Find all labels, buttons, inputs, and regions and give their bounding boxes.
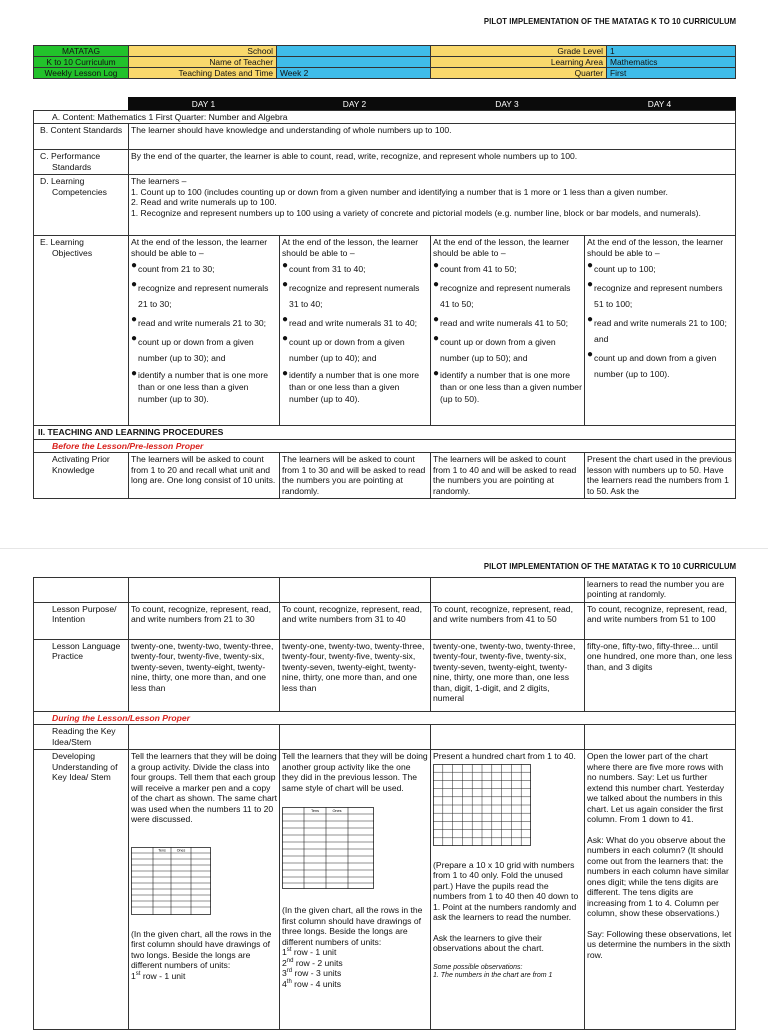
objective-item xyxy=(587,280,733,312)
competencies-label: D. Learning Competencies xyxy=(34,175,129,236)
objectives-intro: At the end of the lesson, the learner should be able to – xyxy=(131,237,268,258)
bullet-icon: ● xyxy=(433,260,440,272)
continued-day-2 xyxy=(280,578,431,603)
objective-item xyxy=(282,280,428,312)
continued-day-1 xyxy=(129,578,280,603)
row-number: 1 xyxy=(282,947,287,958)
purpose-day-2: To count, recognize, represent, read, and write numbers from 31 to 40 xyxy=(280,603,431,640)
lesson-table-page-1 xyxy=(33,110,736,499)
page-header: PILOT IMPLEMENTATION OF THE MATATAG K TO 10 CURRICULUM xyxy=(483,561,736,571)
bullet-icon: ● xyxy=(587,260,594,272)
content-standards-label: B. Content Standards xyxy=(34,124,129,150)
objective-text: recognize and represent numerals 31 to 40; xyxy=(289,283,420,310)
continued-label xyxy=(34,578,129,603)
competencies-text xyxy=(129,175,736,236)
objective-item xyxy=(587,315,733,347)
bullet-icon: ● xyxy=(131,314,138,326)
objective-item xyxy=(433,261,582,277)
teacher-label: Name of Teacher xyxy=(129,57,277,68)
grade-label: Grade Level xyxy=(431,46,607,57)
objective-text: count up to 100; xyxy=(594,264,656,275)
tens-ones-chart-day-2-graphic xyxy=(282,807,374,889)
day-4-paragraph-3: Say: Following these observations, let us determine the numbers in the sixth row. xyxy=(587,928,732,960)
bullet-icon: ● xyxy=(433,279,440,291)
objective-text: recognize and represent numbers 51 to 100; xyxy=(594,283,723,310)
row-text: row - 2 units xyxy=(293,957,343,968)
section-ii-heading: II. TEACHING AND LEARNING PROCEDURES xyxy=(34,426,736,439)
day-2-header: DAY 2 xyxy=(279,98,430,111)
row-suffix: st xyxy=(286,947,292,954)
continued-day-4: learners to read the number you are pointing at randomly. xyxy=(585,578,736,603)
dates-value: Week 2 xyxy=(277,68,431,79)
key-idea-day-4 xyxy=(585,725,736,750)
prior-knowledge-label: Activating Prior Knowledge xyxy=(34,453,129,499)
day-2-instructions: Tell the learners that they will be doing another group activity like the one they did in the previous lesson. The same style of chart will be used. xyxy=(282,751,428,793)
objective-text: identify a number that is one more than or one less than a given number (up to 30). xyxy=(138,370,268,405)
prior-day-1: The learners will be asked to count from 1 to 20 and recall what unit and long are. One long consist of 10 units. xyxy=(129,453,280,499)
objective-item xyxy=(282,315,428,331)
purpose-day-4: To count, recognize, represent, read, and write numbers from 51 to 100 xyxy=(585,603,736,640)
prior-day-2: The learners will be asked to count from 1 to 30 and will be asked to read the numbers you are pointing at randomly. xyxy=(280,453,431,499)
day-2-row-3 xyxy=(282,968,428,978)
prior-day-3: The learners will be asked to count from 1 to 40 and will be asked to read the numbers you are pointing at randomly. xyxy=(431,453,585,499)
row-suffix: st xyxy=(135,970,141,977)
competency-intro: The learners – xyxy=(131,176,187,187)
day-2-row-4 xyxy=(282,979,428,989)
performance-standards-text: By the end of the quarter, the learner is able to count, read, write, recognize, and represent whole numbers up to 100. xyxy=(129,150,736,175)
objective-item xyxy=(131,369,277,405)
day-3-instructions: Present a hundred chart from 1 to 40. xyxy=(433,751,576,762)
bullet-icon: ● xyxy=(131,368,138,380)
day-2-row-1 xyxy=(282,947,428,957)
day-4-header: DAY 4 xyxy=(584,98,735,111)
objective-text: read and write numerals 21 to 100; and xyxy=(594,318,727,345)
language-day-4: fifty-one, fifty-two, fifty-three... until one hundred, one more than, one less than, and 3 digits xyxy=(585,640,736,712)
ones-header: Ones xyxy=(176,848,186,853)
objective-text: recognize and represent numerals 41 to 50; xyxy=(440,283,571,310)
key-idea-day-3 xyxy=(431,725,585,750)
page-header: PILOT IMPLEMENTATION OF THE MATATAG K TO 10 CURRICULUM xyxy=(483,16,736,26)
tens-ones-chart-day-1-graphic xyxy=(131,847,211,915)
developing-day-2 xyxy=(280,750,431,1030)
performance-standards-label: C. Performance Standards xyxy=(34,150,129,175)
day-3-observation-1: 1. The numbers in the chart are from 1 xyxy=(433,972,553,980)
tens-ones-chart-day-2 xyxy=(282,807,428,889)
language-day-1: twenty-one, twenty-two, twenty-three, twenty-four, twenty-five, twenty-six, twenty-seven, twenty-eight, twenty-nine, thirty, one more than, and one less than xyxy=(129,640,280,712)
during-lesson-heading: During the Lesson/Lesson Proper xyxy=(34,712,736,725)
objective-text: count from 21 to 30; xyxy=(138,264,215,275)
bullet-icon: ● xyxy=(131,260,138,272)
row-suffix: rd xyxy=(286,968,293,975)
day-2-chart-note: (In the given chart, all the rows in the first column should have drawings of three longs. Beside the longs are different numbers of units: xyxy=(282,905,423,947)
day-header-blank xyxy=(33,98,128,111)
tens-header: Tens xyxy=(158,848,166,853)
objective-text: count up or down from a given number (up to 30); and xyxy=(138,337,254,364)
bullet-icon: ● xyxy=(282,333,289,345)
school-value xyxy=(277,46,431,57)
day-1-header: DAY 1 xyxy=(128,98,279,111)
language-label: Lesson Language Practice xyxy=(34,640,129,712)
objective-item xyxy=(433,315,582,331)
quarter-value: First xyxy=(607,68,736,79)
objectives-day-3 xyxy=(431,236,585,426)
day-1-instructions: Tell the learners that they will be doing a group activity. Divide the class into four groups. Tell them that each group will receive a marker pen and a copy of the chart as shown. The same chart was used when the numbers 11 to 20 were discussed. xyxy=(131,751,278,825)
bullet-icon: ● xyxy=(282,260,289,272)
tens-ones-chart-day-1 xyxy=(131,847,277,915)
key-idea-day-2 xyxy=(280,725,431,750)
ones-header: Ones xyxy=(332,809,342,814)
brand-line-1: MATATAG xyxy=(34,46,129,57)
objective-item xyxy=(587,261,733,277)
objective-text: count up or down from a given number (up to 50); and xyxy=(440,337,556,364)
objective-item xyxy=(131,315,277,331)
bullet-icon: ● xyxy=(282,279,289,291)
key-idea-label: Reading the Key Idea/Stem xyxy=(34,725,129,750)
bullet-icon: ● xyxy=(282,314,289,326)
bullet-icon: ● xyxy=(131,279,138,291)
language-day-2: twenty-one, twenty-two, twenty-three, twenty-four, twenty-five, twenty-six, twenty-seven, twenty-eight, twenty-nine, thirty, one more than, and one less than xyxy=(280,640,431,712)
dates-label: Teaching Dates and Time xyxy=(129,68,277,79)
language-day-3: twenty-one, twenty-two, twenty-three, twenty-four, twenty-five, twenty-six, twenty-seven, twenty-eight, twenty-nine, thirty, one more than, one less than, digit, 1-digit, and 2 digits, numeral xyxy=(431,640,585,712)
objective-item xyxy=(433,334,582,366)
day-3-header: DAY 3 xyxy=(430,98,584,111)
row-number: 2 xyxy=(282,957,287,968)
objective-item xyxy=(282,261,428,277)
key-idea-day-1 xyxy=(129,725,280,750)
row-suffix: th xyxy=(286,978,292,985)
objective-text: count up or down from a given number (up to 40); and xyxy=(289,337,405,364)
day-3-observations-heading: Some possible observations: xyxy=(433,963,523,971)
bullet-icon: ● xyxy=(587,349,594,361)
competency-3: 1. Recognize and represent numbers up to 100 using a variety of concrete and pictorial models (e.g. number line, block or bar models, and numerals). xyxy=(131,207,701,218)
objective-text: identify a number that is one more than or one less than a given number (up to 50). xyxy=(440,370,582,405)
objectives-intro: At the end of the lesson, the learner should be able to – xyxy=(587,237,724,258)
day-1-chart-note: (In the given chart, all the rows in the first column should have drawings of two longs. Beside the longs are different numbers of units: xyxy=(131,928,272,971)
objective-item xyxy=(433,369,582,405)
objective-text: identify a number that is one more than or one less than a given number (up to 40). xyxy=(289,370,419,405)
school-label: School xyxy=(129,46,277,57)
teacher-value xyxy=(277,57,431,68)
page-2 xyxy=(0,548,768,1024)
competency-1: 1. Count up to 100 (includes counting up or down from a given number and identifying a number that is 1 more or 1 less than a given number. xyxy=(131,186,668,197)
day-4-paragraph-2: Ask: What do you observe about the numbers in each column? (It should come out from the learners that: the numbers in each column have similar ones digit; while the tens digits are different. The tens digits are increasing from 1 to 4. Column per column, show these observations.) xyxy=(587,834,729,919)
developing-label: Developing Understanding of Key Idea/ Stem xyxy=(34,750,129,1030)
info-table xyxy=(33,45,736,79)
objective-text: recognize and represent numerals 21 to 30; xyxy=(138,283,269,310)
area-value: Mathematics xyxy=(607,57,736,68)
content-row: A. Content: Mathematics 1 First Quarter: Number and Algebra xyxy=(34,111,736,124)
grade-value: 1 xyxy=(607,46,736,57)
objective-item xyxy=(282,334,428,366)
lesson-table-page-2 xyxy=(33,577,736,1030)
objective-item xyxy=(131,334,277,366)
objectives-intro: At the end of the lesson, the learner should be able to – xyxy=(282,237,419,258)
objectives-day-2 xyxy=(280,236,431,426)
row-number: 4 xyxy=(282,978,287,989)
competency-2: 2. Read and write numerals up to 100. xyxy=(131,197,277,208)
objectives-day-4 xyxy=(585,236,736,426)
hundred-chart-graphic xyxy=(433,764,531,846)
quarter-label: Quarter xyxy=(431,68,607,79)
objective-text: read and write numerals 21 to 30; xyxy=(138,318,267,329)
developing-day-1 xyxy=(129,750,280,1030)
day-2-row-2 xyxy=(282,958,428,968)
objective-item xyxy=(587,350,733,382)
row-number: 3 xyxy=(282,968,287,979)
prior-day-4: Present the chart used in the previous lesson with numbers up to 50. Have the learners read the numbers from 1 to 50. Ask the xyxy=(585,453,736,499)
developing-day-3 xyxy=(431,750,585,1030)
bullet-icon: ● xyxy=(433,368,440,380)
objective-text: read and write numerals 31 to 40; xyxy=(289,318,418,329)
bullet-icon: ● xyxy=(433,314,440,326)
row-suffix: nd xyxy=(286,957,294,964)
day-3-chart-note: (Prepare a 10 x 10 grid with numbers from 1 to 40 only. Fold the unused part.) Have the pupils read the numbers from 1 to 40 then 40 down to 1. Point at the numbers randomly and ask the learners to read the number. xyxy=(433,859,579,923)
before-lesson-heading: Before the Lesson/Pre-lesson Proper xyxy=(34,439,736,452)
objective-item xyxy=(433,280,582,312)
brand-line-2: K to 10 Curriculum xyxy=(34,57,129,68)
objective-item xyxy=(131,261,277,277)
row-text: row - 3 units xyxy=(292,968,342,979)
hundred-chart xyxy=(433,764,582,846)
bullet-icon: ● xyxy=(587,279,594,291)
objectives-intro: At the end of the lesson, the learner should be able to – xyxy=(433,237,570,258)
row-text: row - 1 unit xyxy=(140,970,186,981)
objective-text: read and write numerals 41 to 50; xyxy=(440,318,569,329)
content-standards-text: The learner should have knowledge and understanding of whole numbers up to 100. xyxy=(129,124,736,150)
purpose-day-3: To count, recognize, represent, read, and write numbers from 41 to 50 xyxy=(431,603,585,640)
continued-day-3 xyxy=(431,578,585,603)
bullet-icon: ● xyxy=(282,368,289,380)
day-1-row-1 xyxy=(131,971,277,981)
developing-day-4 xyxy=(585,750,736,1030)
objective-text: count from 31 to 40; xyxy=(289,264,366,275)
purpose-label: Lesson Purpose/ Intention xyxy=(34,603,129,640)
bullet-icon: ● xyxy=(433,333,440,345)
purpose-day-1: To count, recognize, represent, read, and write numbers from 21 to 30 xyxy=(129,603,280,640)
day-4-paragraph-1: Open the lower part of the chart where there are five more rows with no numbers. Say: Let us further extend this number chart. Yesterday we talked about the numbers in this chart. Let us again consider the first column. From 1 down to 41. xyxy=(587,751,725,825)
row-text: row - 4 units xyxy=(291,978,341,989)
row-number: 1 xyxy=(131,970,136,981)
objective-text: count up and down from a given number (up to 100). xyxy=(594,353,717,380)
brand-line-3: Weekly Lesson Log xyxy=(34,68,129,79)
objective-item xyxy=(131,280,277,312)
row-text: row - 1 unit xyxy=(291,947,337,958)
tens-header: Tens xyxy=(310,809,320,814)
bullet-icon: ● xyxy=(131,333,138,345)
objectives-label: E. Learning Objectives xyxy=(34,236,129,426)
objectives-day-1 xyxy=(129,236,280,426)
objective-text: count from 41 to 50; xyxy=(440,264,517,275)
day-3-ask: Ask the learners to give their observations about the chart. xyxy=(433,932,544,954)
bullet-icon: ● xyxy=(587,314,594,326)
area-label: Learning Area xyxy=(431,57,607,68)
objective-item xyxy=(282,369,428,405)
